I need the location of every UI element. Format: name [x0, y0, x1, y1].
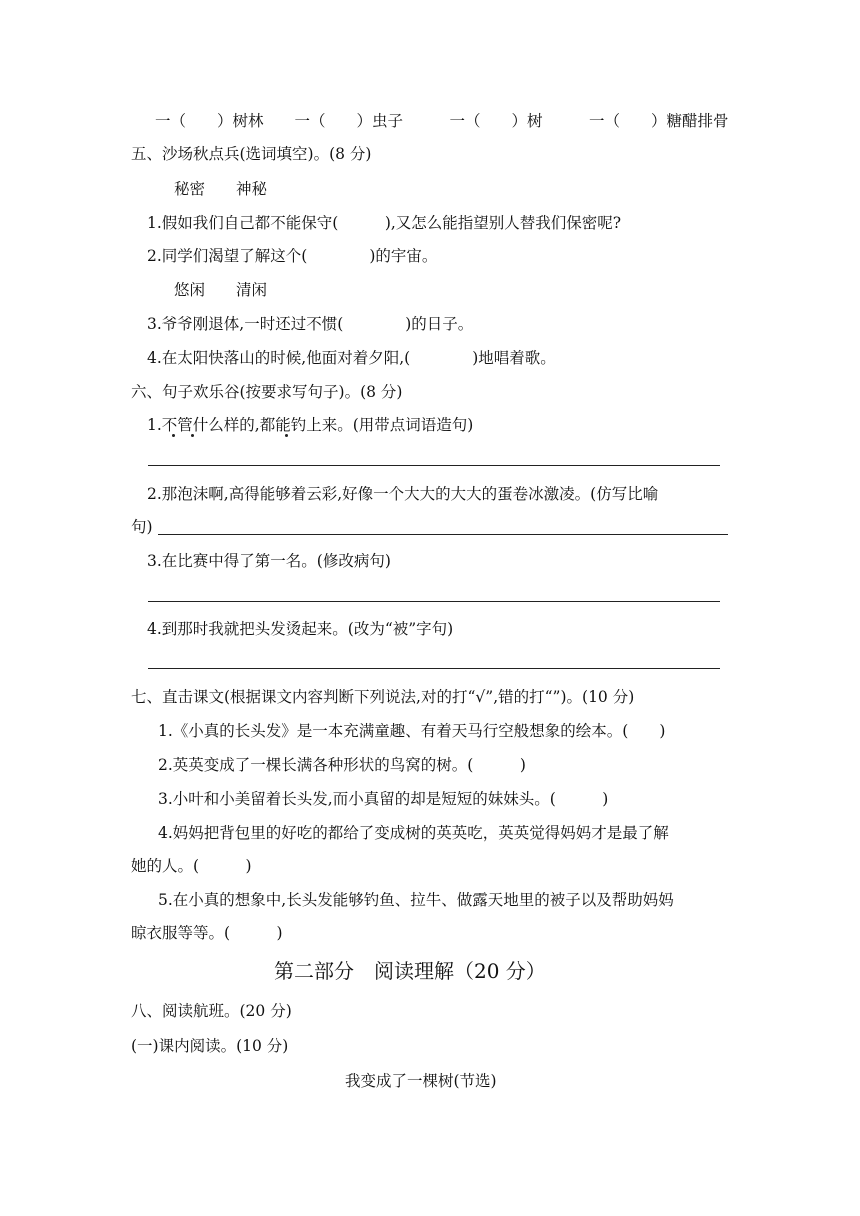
emphasis-dot	[172, 434, 175, 437]
q5-item-4: 4.在太阳快落山的时候,他面对着夕阳,( )地唱着歌。	[147, 349, 556, 367]
passage-title: 我变成了一棵树(节选)	[345, 1072, 497, 1090]
answer-line[interactable]	[148, 601, 720, 602]
q6-item-3: 3.在比赛中得了第一名。(修改病句)	[147, 552, 391, 570]
fill-blank-row: 一（ ）树林 一（ ）虫子 一（ ）树 一（ ）糖醋排骨	[155, 112, 729, 130]
emphasis-dot	[191, 434, 194, 437]
q5-word-bank-b: 悠闲 清闲	[174, 281, 268, 299]
q7-item-4: 4.妈妈把背包里的好吃的都给了变成树的英英吃，英英觉得妈妈才是最了解	[158, 824, 669, 842]
q6-item-2-cont: 句)	[131, 518, 153, 536]
q7-item-1: 1.《小真的长头发》是一本充满童趣、有着天马行空般想象的绘本。( )	[158, 722, 666, 740]
q6-item-4: 4.到那时我就把头发烫起来。(改为“被”字句)	[147, 620, 454, 638]
q7-heading: 七、直击课文(根据课文内容判断下列说法,对的打“√”,错的打“”)。(10 分)	[131, 688, 635, 706]
q8-heading: 八、阅读航班。(20 分)	[131, 1002, 292, 1020]
q7-item-2: 2.英英变成了一棵长满各种形状的鸟窝的树。( )	[158, 756, 526, 774]
q7-item-3: 3.小叶和小美留着长头发,而小真留的却是短短的妹妹头。( )	[158, 790, 609, 808]
q6-item-2: 2.那泡沫啊,高得能够着云彩,好像一个大大的大大的蛋卷冰激凌。(仿写比喻	[147, 485, 659, 503]
q6-heading: 六、句子欢乐谷(按要求写句子)。(8 分)	[131, 383, 403, 401]
q7-item-5: 5.在小真的想象中,长头发能够钓鱼、拉牛、做露天地里的被子以及帮助妈妈	[158, 891, 674, 909]
subsection-heading: (一)课内阅读。(10 分)	[131, 1037, 289, 1055]
answer-line[interactable]	[148, 668, 720, 669]
q5-word-bank-a: 秘密 神秘	[174, 180, 268, 198]
q6-item-1: 1.不管什么样的,都能钓上来。(用带点词语造句)	[147, 416, 474, 434]
emphasis-dot	[285, 434, 288, 437]
q7-item-4-cont: 她的人。( )	[131, 857, 252, 875]
q5-heading: 五、沙场秋点兵(选词填空)。(8 分)	[131, 145, 372, 163]
q5-item-3: 3.爷爷刚退体,一时还过不惯( )的日子。	[147, 315, 474, 333]
q5-item-1: 1.假如我们自己都不能保守( ),又怎么能指望别人替我们保密呢?	[147, 214, 622, 232]
q5-item-2: 2.同学们渴望了解这个( )的宇宙。	[147, 247, 438, 265]
answer-line[interactable]	[148, 465, 720, 466]
part-two-title: 第二部分 阅读理解（20 分）	[274, 959, 546, 983]
q7-item-5-cont: 晾衣服等等。( )	[131, 924, 283, 942]
answer-line[interactable]	[158, 534, 728, 535]
